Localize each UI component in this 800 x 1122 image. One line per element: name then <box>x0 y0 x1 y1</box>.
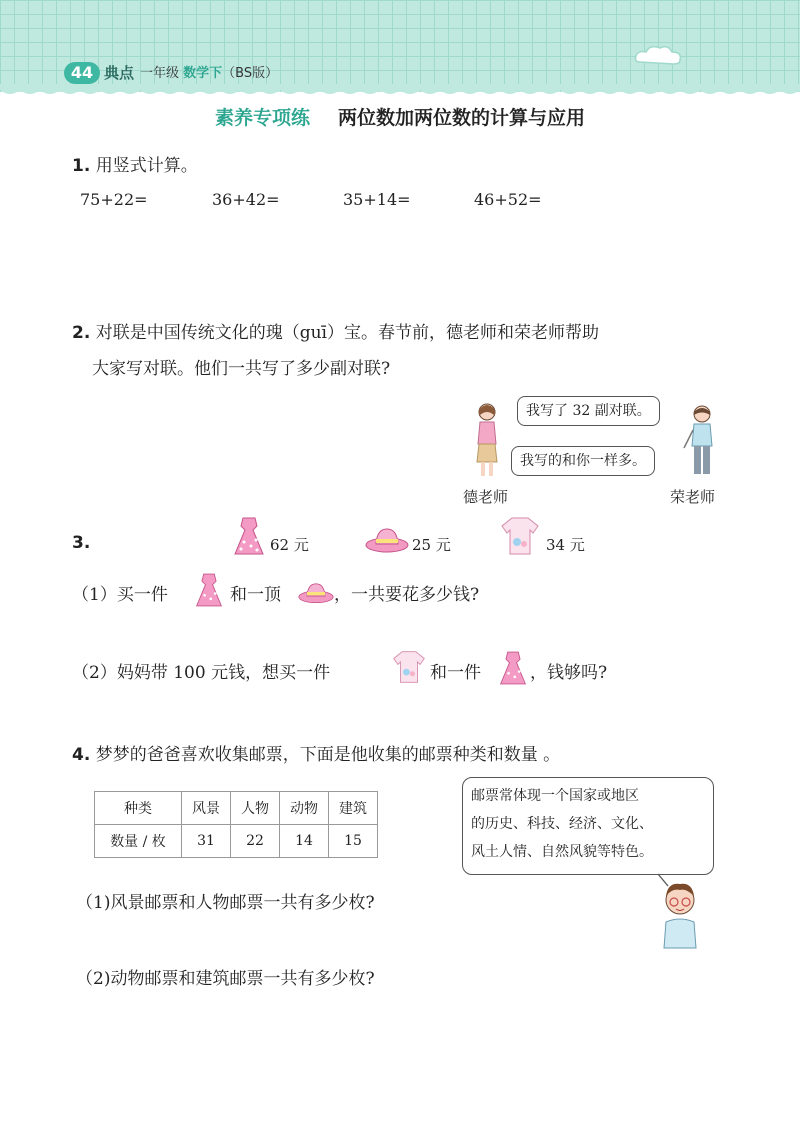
section-title-topic: 两位数加两位数的计算与应用 <box>338 107 586 129</box>
teacher-de-icon <box>470 400 504 482</box>
table-cell: 14 <box>280 825 329 858</box>
dress-icon <box>194 572 224 608</box>
question-3-part-2-c: ，钱够吗? <box>530 663 608 683</box>
hat-price: 25 元 <box>412 536 451 554</box>
table-cell: 22 <box>231 825 280 858</box>
teacher-rong-label: 荣老师 <box>670 488 716 506</box>
table-header-cell: 动物 <box>280 792 329 825</box>
book-grade: 一年级 <box>140 66 180 81</box>
cloud-icon <box>630 40 690 70</box>
question-2-line-2: 大家写对联。他们一共写了多少副对联? <box>92 359 391 379</box>
book-edition: （BS版） <box>222 66 279 81</box>
table-header-cell: 人物 <box>231 792 280 825</box>
info-line: 邮票常体现一个国家或地区 <box>471 788 639 804</box>
question-4 <box>72 740 560 765</box>
table-row <box>95 792 378 825</box>
question-4-part-1: （1)风景邮票和人物邮票一共有多少枚? <box>76 893 375 913</box>
info-line: 风土人情、自然风貌等特色。 <box>471 844 653 860</box>
question-3-part-1-c: ，一共要花多少钱? <box>334 585 480 605</box>
table-cell: 15 <box>329 825 378 858</box>
question-number: 2. <box>72 323 91 343</box>
boy-icon <box>650 872 710 950</box>
question-number: 4. <box>72 745 91 765</box>
table-header-cell: 建筑 <box>329 792 378 825</box>
speech-bubble-rong: 我写的和你一样多。 <box>511 446 655 476</box>
question-3-part-1-b: 和一顶 <box>230 585 281 605</box>
teacher-de-label: 德老师 <box>463 488 509 506</box>
page-number: 44 <box>64 62 100 84</box>
question-3-part-1-a: （1）买一件 <box>72 585 168 605</box>
dress-icon <box>498 650 528 686</box>
section-title-tag: 素养专项练 <box>214 107 310 129</box>
header-wave-border <box>0 84 800 102</box>
equation-2: 36+42= <box>212 190 280 209</box>
question-number: 1. <box>72 156 91 176</box>
equation-1: 75+22= <box>80 190 148 209</box>
question-2-line-1 <box>72 318 599 343</box>
question-3-number <box>72 533 90 553</box>
equation-4: 46+52= <box>474 190 542 209</box>
book-subject: 数学下 <box>183 66 223 81</box>
brand-logo-text: 典点 <box>104 64 135 82</box>
equation-3: 35+14= <box>343 190 411 209</box>
dress-icon <box>232 516 266 556</box>
book-title <box>140 62 278 84</box>
table-header-cell: 种类 <box>95 792 182 825</box>
question-text: 对联是中国传统文化的瑰（guī）宝。春节前，德老师和荣老师帮助 <box>95 323 599 343</box>
question-number: 3. <box>72 533 91 553</box>
section-title <box>0 103 800 130</box>
hat-icon <box>298 580 334 604</box>
shirt-icon <box>392 650 426 684</box>
info-line: 的历史、科技、经济、文化、 <box>471 816 653 832</box>
question-3-part-2-b: 和一件 <box>430 663 481 683</box>
stamp-table <box>94 791 378 858</box>
question-1 <box>72 151 198 176</box>
table-row <box>95 825 378 858</box>
shirt-icon <box>500 516 540 556</box>
question-4-part-2: （2)动物邮票和建筑邮票一共有多少枚? <box>76 969 375 989</box>
table-cell: 数量 / 枚 <box>95 825 182 858</box>
speech-bubble-de: 我写了 32 副对联。 <box>517 396 660 426</box>
table-cell: 31 <box>182 825 231 858</box>
question-3-part-2-a: （2）妈妈带 100 元钱，想买一件 <box>72 663 331 683</box>
hat-icon <box>365 525 409 553</box>
question-text: 用竖式计算。 <box>95 156 198 176</box>
table-header-cell: 风景 <box>182 792 231 825</box>
stamp-info-bubble <box>462 777 714 875</box>
shirt-price: 34 元 <box>546 536 585 554</box>
question-text: 梦梦的爸爸喜欢收集邮票，下面是他收集的邮票种类和数量 。 <box>95 745 561 765</box>
teacher-rong-icon <box>682 404 718 478</box>
dress-price: 62 元 <box>270 536 309 554</box>
